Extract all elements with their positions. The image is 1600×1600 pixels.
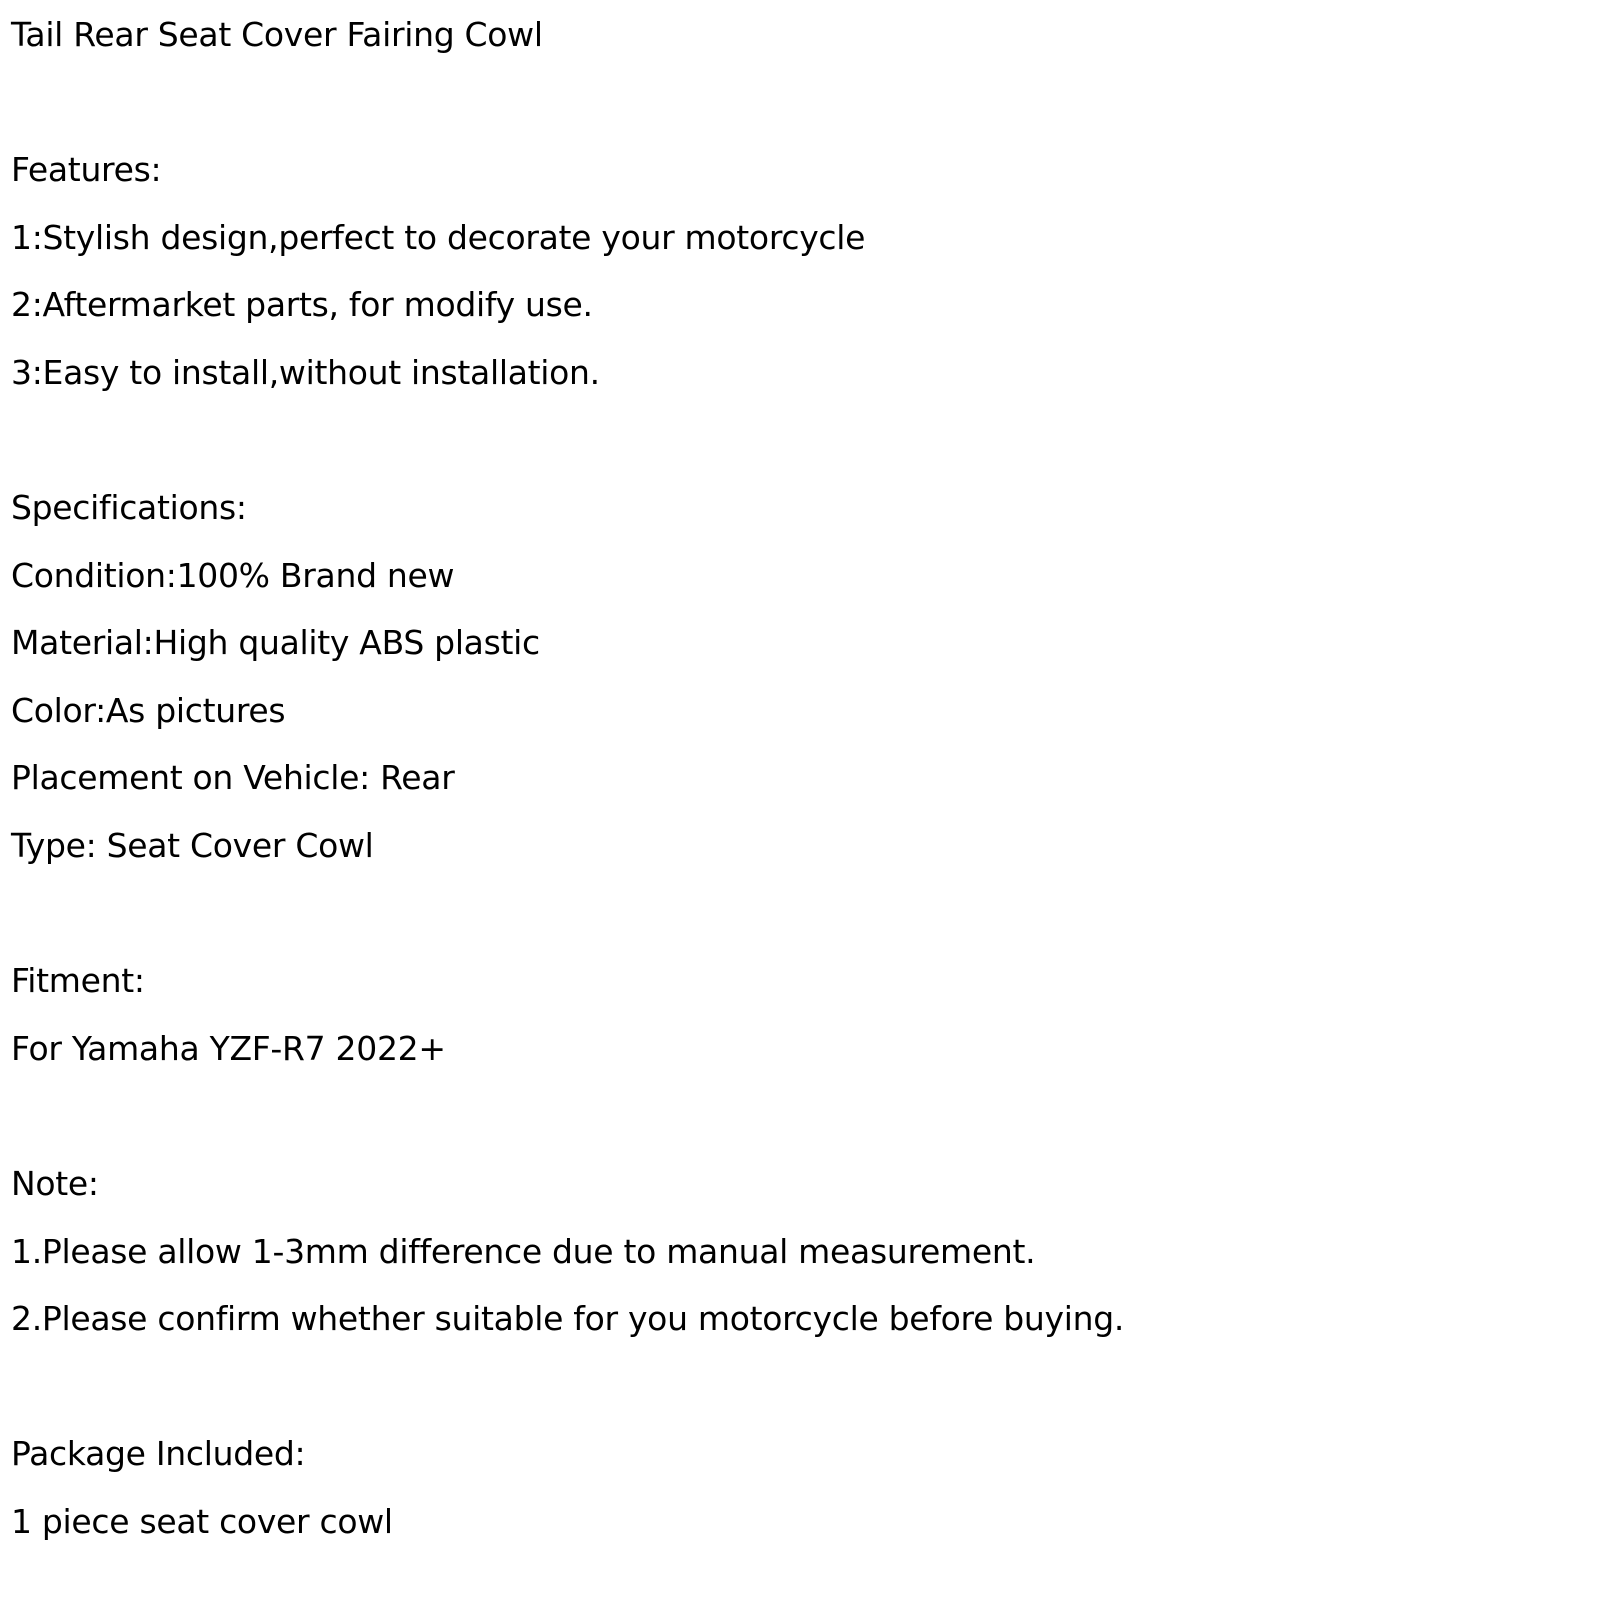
specifications-heading: Specifications: [11, 488, 247, 527]
features-heading: Features: [11, 150, 162, 189]
specifications-item: Placement on Vehicle: Rear [11, 758, 455, 797]
specifications-item: Material:High quality ABS plastic [11, 623, 540, 662]
specifications-item: Color:As pictures [11, 691, 286, 730]
features-item: 1:Stylish design,perfect to decorate your motorcycle [11, 218, 866, 257]
specifications-item: Condition:100% Brand new [11, 556, 455, 595]
fitment-heading: Fitment: [11, 961, 145, 1000]
note-item: 1.Please allow 1-3mm difference due to manual measurement. [11, 1232, 1036, 1271]
note-item: 2.Please confirm whether suitable for you motorcycle before buying. [11, 1299, 1125, 1338]
fitment-item: For Yamaha YZF-R7 2022+ [11, 1029, 446, 1068]
features-item: 3:Easy to install,without installation. [11, 353, 600, 392]
note-heading: Note: [11, 1164, 99, 1203]
features-item: 2:Aftermarket parts, for modify use. [11, 285, 593, 324]
specifications-item: Type: Seat Cover Cowl [11, 826, 374, 865]
document-title: Tail Rear Seat Cover Fairing Cowl [11, 15, 543, 54]
package-heading: Package Included: [11, 1434, 306, 1473]
package-item: 1 piece seat cover cowl [11, 1502, 393, 1541]
